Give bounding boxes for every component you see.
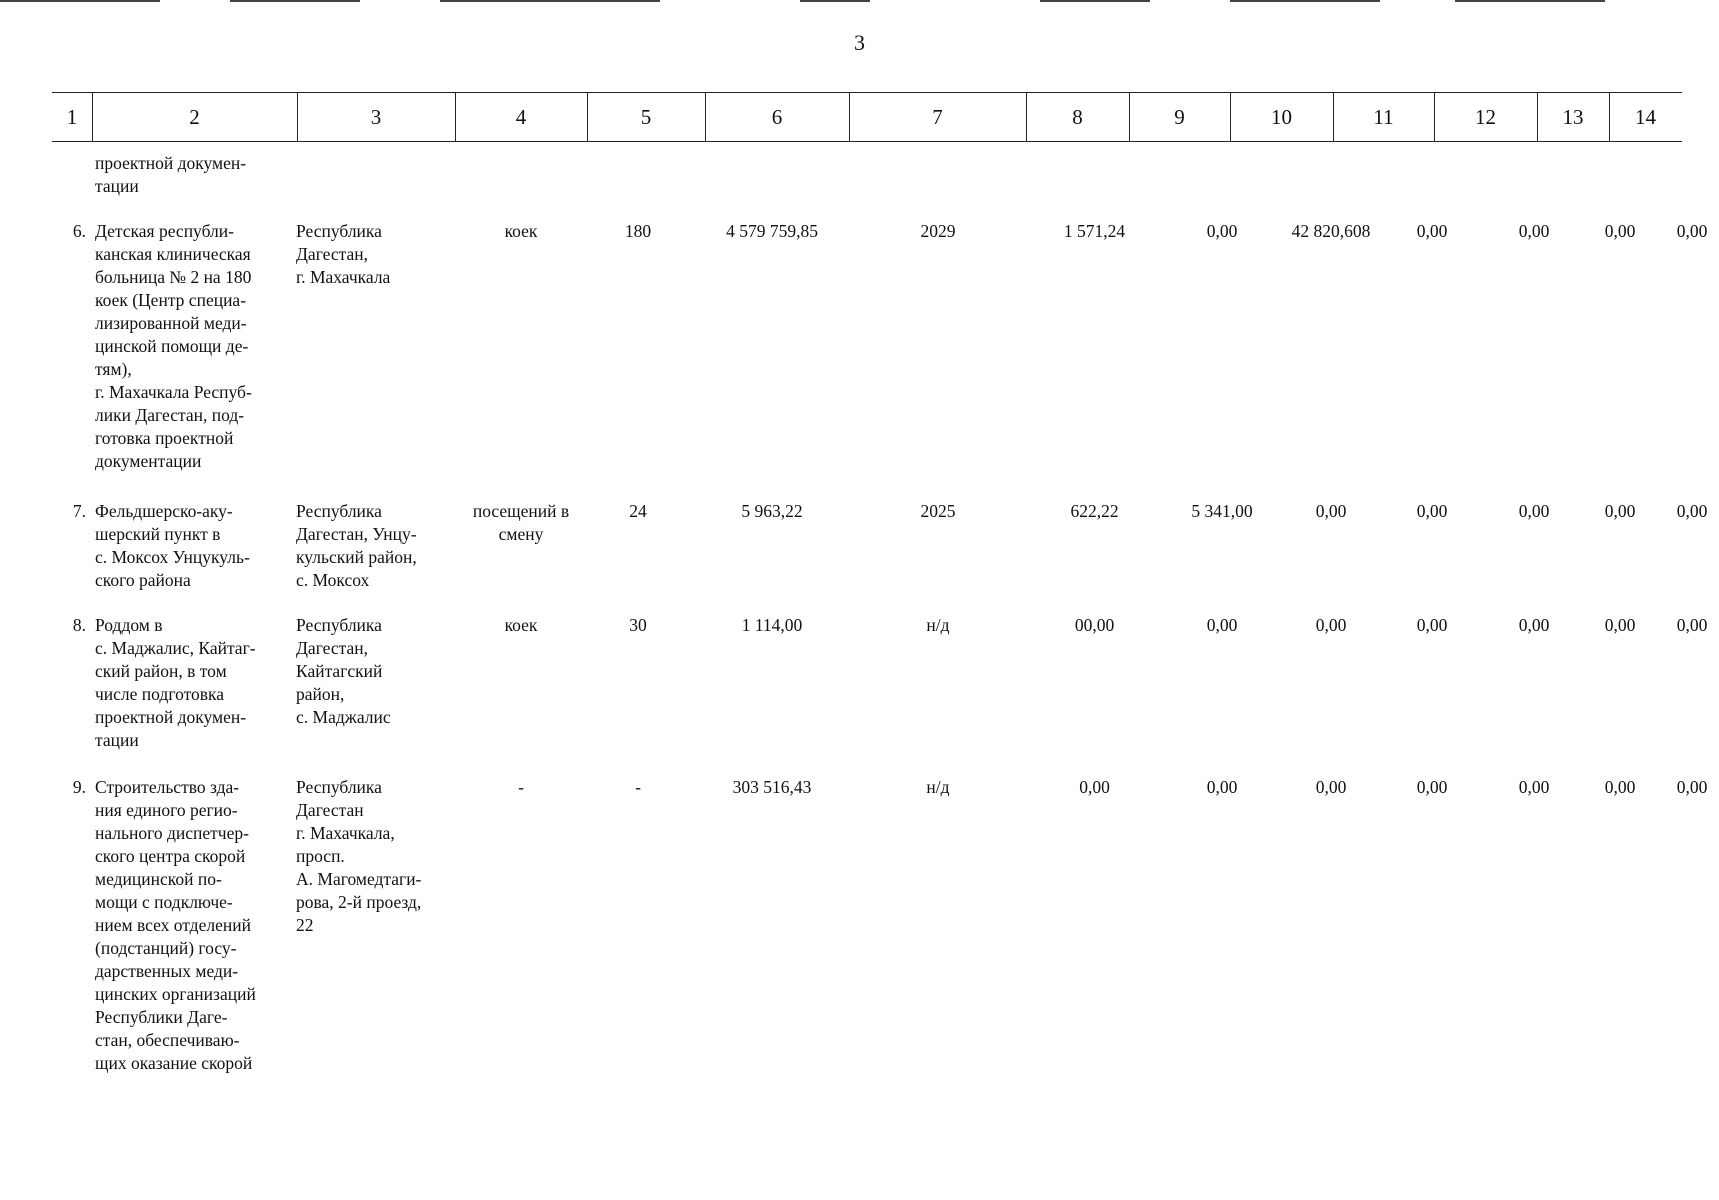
col-12-value: 0,00 [1518, 501, 1550, 521]
object-name [95, 500, 290, 592]
object-name-line: г. Махачкала Респуб- [95, 382, 252, 402]
col-8-value: 622,22 [1070, 501, 1119, 521]
object-name-line: числе подготовка [95, 684, 225, 704]
location-line: Дагестан, Унцу- [296, 524, 417, 544]
capacity: 24 [629, 501, 647, 521]
header-divider [1230, 92, 1231, 142]
completion-year: н/д [926, 777, 950, 797]
col-13-value: 0,00 [1604, 501, 1636, 521]
unit [462, 776, 580, 799]
object-name-line: с. Маджалис, Кайтаг- [95, 638, 256, 658]
object-name-line: коек (Центр специа- [95, 290, 247, 310]
object-name-line: с. Моксох Унцукуль- [95, 547, 250, 567]
location-line: Дагестан [296, 800, 364, 820]
object-name-line: ский район, в том [95, 661, 227, 681]
location [296, 776, 456, 937]
col-13-value: 0,00 [1604, 777, 1636, 797]
header-divider [849, 92, 850, 142]
top-rule [440, 0, 660, 2]
header-divider [587, 92, 588, 142]
location-line: Дагестан, [296, 638, 368, 658]
object-name-line: тации [95, 730, 139, 750]
object-name-line: Детская республи- [95, 221, 234, 241]
location-line: Республика [296, 777, 382, 797]
unit [462, 220, 580, 243]
header-divider [1129, 92, 1130, 142]
top-rule [230, 0, 360, 2]
object-name [95, 220, 290, 473]
header-col-14: 14 [1635, 104, 1656, 129]
col-10-value: 0,00 [1315, 777, 1347, 797]
object-name-line: Строительство зда- [95, 777, 240, 797]
location-line: Дагестан, [296, 244, 368, 264]
col-9-value: 5 341,00 [1191, 501, 1253, 521]
unit-line: коек [504, 615, 538, 635]
header-divider [455, 92, 456, 142]
header-col-4: 4 [515, 104, 527, 129]
cost-total: 303 516,43 [732, 777, 812, 797]
location-line: рова, 2-й проезд, [296, 892, 422, 912]
header-divider [705, 92, 706, 142]
object-name-line: цинской помощи де- [95, 336, 249, 356]
object-name [95, 614, 290, 752]
completion-year: н/д [926, 615, 950, 635]
unit-line: - [518, 777, 524, 797]
object-name-line: мощи с подключе- [95, 892, 233, 912]
location-line: с. Моксох [296, 570, 370, 590]
location-line: Кайтагский [296, 661, 383, 681]
col-10-value: 42 820,608 [1291, 221, 1371, 241]
page-number: 3 [854, 30, 865, 55]
col-14-value: 0,00 [1676, 777, 1708, 797]
completion-year: 2029 [920, 221, 956, 241]
row-number: 8. [72, 615, 86, 635]
location-line: район, [296, 684, 345, 704]
row-number: 7. [72, 501, 86, 521]
object-name-line: ния единого регио- [95, 800, 238, 820]
location-line: г. Махачкала [296, 267, 391, 287]
top-rule [0, 0, 160, 2]
col-12-value: 0,00 [1518, 777, 1550, 797]
col-11-value: 0,00 [1416, 501, 1448, 521]
object-name-line: Фельдшерско-аку- [95, 501, 233, 521]
table-header [52, 92, 1682, 150]
object-name-line: тям), [95, 359, 132, 379]
location-line: А. Магомедтаги- [296, 869, 422, 889]
row-number: 6. [72, 221, 86, 241]
col-11-value: 0,00 [1416, 615, 1448, 635]
col-10-value: 0,00 [1315, 501, 1347, 521]
col-14-value: 0,00 [1676, 501, 1708, 521]
top-rule [1040, 0, 1150, 2]
location-line: г. Махачкала, [296, 823, 395, 843]
location-line: Республика [296, 501, 382, 521]
header-col-2: 2 [189, 104, 200, 129]
unit-line: смену [498, 524, 544, 544]
cost-total: 1 114,00 [741, 615, 803, 635]
object-name-line: ского центра скорой [95, 846, 246, 866]
header-col-13: 13 [1562, 104, 1584, 129]
col-11-value: 0,00 [1416, 777, 1448, 797]
object-name-line: шерский пункт в [95, 524, 221, 544]
header-col-5: 5 [640, 104, 652, 129]
header-divider [1026, 92, 1027, 142]
object-name-line: стан, обеспечиваю- [95, 1030, 240, 1050]
object-name-line: дарственных меди- [95, 961, 239, 981]
col-9-value: 0,00 [1206, 221, 1238, 241]
col-8-value: 1 571,24 [1063, 221, 1126, 241]
col-14-value: 0,00 [1676, 221, 1708, 241]
location [296, 220, 456, 289]
top-rule [1230, 0, 1380, 2]
header-col-1: 1 [66, 104, 78, 129]
location-line: 22 [296, 915, 314, 935]
cost-total: 5 963,22 [741, 501, 803, 521]
header-divider [92, 92, 93, 142]
header-col-11: 11 [1373, 104, 1394, 129]
cost-total: 4 579 759,85 [726, 221, 818, 241]
object-name-line: (подстанций) госу- [95, 938, 237, 958]
continuation-line: тации [95, 176, 139, 196]
location [296, 614, 456, 729]
col-10-value: 0,00 [1315, 615, 1347, 635]
continuation-text [95, 152, 290, 198]
object-name-line: готовка проектной [95, 428, 234, 448]
header-col-3: 3 [370, 104, 382, 129]
top-rule [800, 0, 870, 2]
unit [462, 500, 580, 546]
location-line: кульский район, [296, 547, 417, 567]
col-11-value: 0,00 [1416, 221, 1448, 241]
object-name [95, 776, 290, 1075]
capacity: 30 [629, 615, 647, 635]
object-name-line: цинских организаций [95, 984, 256, 1004]
capacity: 180 [624, 221, 652, 241]
header-col-7: 7 [932, 104, 943, 129]
completion-year: 2025 [920, 501, 956, 521]
object-name-line: медицинской по- [95, 869, 222, 889]
header-divider [1333, 92, 1334, 142]
col-12-value: 0,00 [1518, 615, 1550, 635]
col-13-value: 0,00 [1604, 221, 1636, 241]
continuation-line: проектной докумен- [95, 153, 247, 173]
object-name-line: канская клиническая [95, 244, 251, 264]
header-divider [297, 92, 298, 142]
object-name-line: больница № 2 на 180 [95, 267, 252, 287]
col-8-value: 0,00 [1079, 777, 1110, 797]
unit-line: коек [504, 221, 538, 241]
col-9-value: 0,00 [1206, 777, 1238, 797]
header-col-10: 10 [1271, 104, 1292, 129]
unit [462, 614, 580, 637]
header-col-6: 6 [771, 104, 783, 129]
location-line: Республика [296, 221, 382, 241]
top-rule [1455, 0, 1605, 2]
header-divider [1537, 92, 1538, 142]
header-divider [1434, 92, 1435, 142]
col-8-value: 00,00 [1074, 615, 1115, 635]
object-name-line: лизированной меди- [95, 313, 247, 333]
object-name-line: ского района [95, 570, 191, 590]
location-line: просп. [296, 846, 345, 866]
object-name-line: лики Дагестан, под- [95, 405, 245, 425]
location-line: с. Маджалис [296, 707, 391, 727]
object-name-line: нием всех отделений [95, 915, 251, 935]
row-number: 9. [72, 777, 86, 797]
object-name-line: нального диспетчер- [95, 823, 249, 843]
object-name-line: Роддом в [95, 615, 163, 635]
location-line: Республика [296, 615, 382, 635]
object-name-line: Республики Даге- [95, 1007, 228, 1027]
col-12-value: 0,00 [1518, 221, 1550, 241]
col-14-value: 0,00 [1676, 615, 1708, 635]
unit-line: посещений в [472, 501, 570, 521]
object-name-line: документации [95, 451, 202, 471]
header-col-9: 9 [1174, 104, 1185, 129]
header-col-8: 8 [1072, 104, 1083, 129]
capacity: - [635, 777, 641, 797]
object-name-line: щих оказание скорой [95, 1053, 253, 1073]
object-name-line: проектной докумен- [95, 707, 247, 727]
header-col-12: 12 [1475, 104, 1496, 129]
header-divider [1609, 92, 1610, 142]
location [296, 500, 456, 592]
col-9-value: 0,00 [1206, 615, 1238, 635]
col-13-value: 0,00 [1604, 615, 1636, 635]
